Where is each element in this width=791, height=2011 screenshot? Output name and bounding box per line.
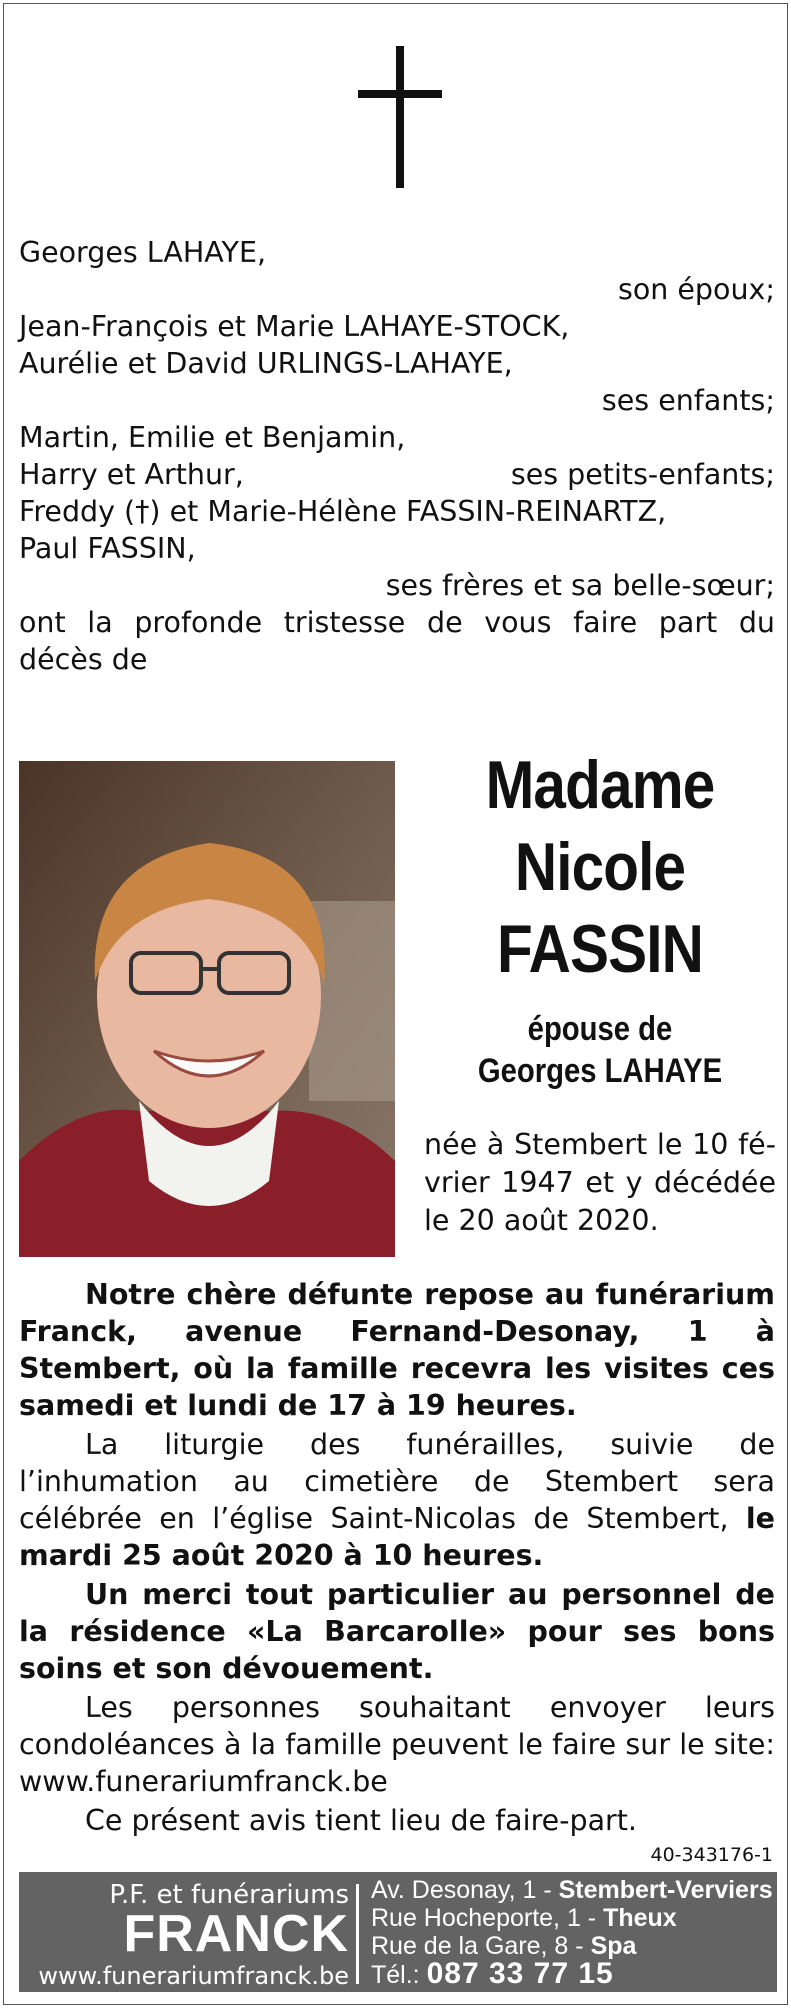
- spouse-line-2: Georges LAHAYE: [477, 1052, 723, 1090]
- born-line-1: née à Stembert le 10 fé-: [424, 1128, 776, 1161]
- address-3-city: Spa: [590, 1932, 637, 1960]
- deceased-photo: [19, 761, 395, 1257]
- children-line-1: Jean-François et Marie LAHAYE-STOCK,: [19, 310, 570, 343]
- reference-number: 40-343176-1: [650, 1844, 773, 1866]
- funeral-home-addresses: [371, 1876, 771, 1989]
- address-3: [371, 1932, 771, 1960]
- deceased-last-name: FASSIN: [496, 911, 704, 987]
- address-1: [371, 1876, 771, 1904]
- funeral-home-website: www.funerariumfranck.be: [38, 1962, 349, 1990]
- deceased-name-block: [404, 744, 788, 1092]
- liturgy-text: La liturgie des funérailles, suivie de l’inhumation au cimetière de Stembert sera célébrée en l’église Saint-Nicolas de Stembert,: [19, 1428, 775, 1535]
- notice-body: [19, 1276, 775, 1841]
- announcement-line-1: ont la profonde tristesse de vous faire part du: [19, 606, 775, 639]
- funeral-home-logo: FRANCK: [123, 1905, 349, 1963]
- husband-role: son époux;: [617, 273, 775, 306]
- announcement-line-2: décès de: [19, 643, 148, 676]
- cross-icon: [358, 46, 442, 188]
- phone-number: 087 33 77 15: [426, 1957, 614, 1990]
- spouse-line-1: épouse de: [527, 1010, 673, 1048]
- banner-divider: [356, 1884, 359, 1984]
- obituary-notice: [3, 3, 788, 2005]
- funeral-home-line1: P.F. et funérariums: [109, 1880, 349, 1910]
- born-line-3: le 20 août 2020.: [424, 1204, 659, 1237]
- family-list: [19, 234, 775, 678]
- phone-label: Tél.:: [371, 1961, 427, 1989]
- grandchildren-row: [19, 456, 775, 493]
- grandchildren-line-2: Harry et Arthur,: [19, 458, 244, 491]
- condolences-paragraph: Les personnes souhaitant envoyer leurs condoléances à la famille peuvent le faire sur le site: www.funerariumfranck.be: [19, 1691, 775, 1798]
- liturgy-paragraph: [19, 1426, 775, 1574]
- phone-line: [371, 1957, 771, 1990]
- children-role: ses enfants;: [601, 384, 775, 417]
- liturgy-date: le mardi 25 août 2020 à 10 heures.: [19, 1502, 775, 1572]
- address-1-city: Stembert-Verviers: [558, 1876, 773, 1904]
- address-3-street: Rue de la Gare, 8 -: [371, 1932, 591, 1960]
- address-2: [371, 1904, 771, 1932]
- siblings-line-2: Paul FASSIN,: [19, 532, 196, 565]
- birth-death-text: [424, 1126, 776, 1240]
- born-line-2: vrier 1947 et y décédée: [424, 1166, 776, 1199]
- closing-paragraph: Ce présent avis tient lieu de faire-part.: [85, 1804, 637, 1837]
- grandchildren-line-1: Martin, Emilie et Benjamin,: [19, 421, 406, 454]
- thanks-paragraph: Un merci tout particulier au personnel de la résidence «La Barcarolle» pour ses bons soins et son dévouement.: [19, 1578, 775, 1685]
- address-1-street: Av. Desonay, 1 -: [371, 1876, 559, 1904]
- husband-name: Georges LAHAYE,: [19, 236, 267, 269]
- address-2-street: Rue Hocheporte, 1 -: [371, 1904, 604, 1932]
- deceased-title: Madame: [485, 747, 715, 823]
- funeral-home-brand: [19, 1872, 349, 1992]
- address-2-city: Theux: [603, 1904, 677, 1932]
- visit-paragraph: Notre chère défunte repose au funérarium Franck, avenue Fernand-Desonay, 1 à Stembert, où la famille recevra les visites ces samedi et lundi de 17 à 19 heures.: [19, 1278, 775, 1422]
- deceased-first-name: Nicole: [514, 829, 686, 905]
- funeral-home-banner: [19, 1872, 777, 1992]
- grandchildren-role: ses petits-enfants;: [510, 458, 775, 491]
- children-line-2: Aurélie et David URLINGS-LAHAYE,: [19, 347, 513, 380]
- siblings-role: ses frères et sa belle-sœur;: [385, 569, 775, 602]
- siblings-line-1: Freddy (†) et Marie-Hélène FASSIN-REINARTZ,: [19, 495, 667, 528]
